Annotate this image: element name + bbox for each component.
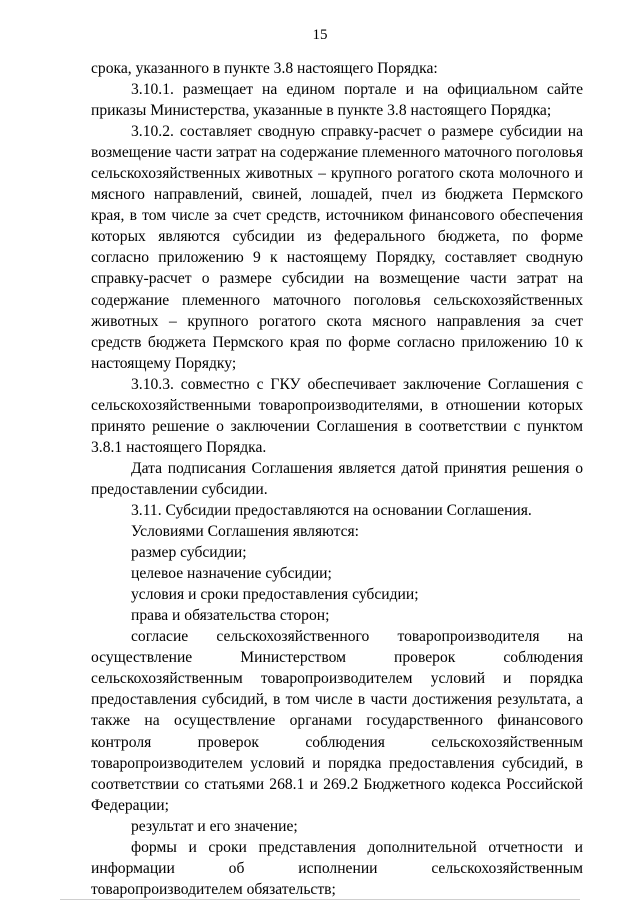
paragraph-continuation: срока, указанного в пункте 3.8 настоящего Порядка: [91,60,438,77]
paragraph-signing-date: Дата подписания Соглашения является датой принятия решения о предоставлении субсидии. [91,459,583,498]
list-item-purpose: целевое назначение субсидии; [131,565,332,583]
list-item-terms: условия и сроки предоставления субсидии; [131,586,419,604]
paragraph-3-10-2: 3.10.2. составляет сводную справку-расчет о размере субсидии на возмещение части затрат на содержание племенного маточного поголовья сельскохозяйственных животных – крупного рогатого скота молочного и мясного направлений, свиней, лошадей, пчел из бюджета Пермского края, в том числе за счет средств, источником финансового обеспечения которых являются субсидии из федерального бюджета, по форме согласно приложению 9 к настоящему Порядку, составляет сводную справку-расчет о размере субсидии на возмещение части затрат на содержание племенного маточного поголовья сельскохозяйственных животных – крупного рогатого скота мясного направления за счет средств бюджета Пермского края по форме согласно приложению 10 к настоящему Порядку; [91,123,583,372]
list-item-result: результат и его значение; [131,817,298,835]
paragraph-3-10-1: 3.10.1. размещает на едином портале и на официальном сайте приказы Министерства, указанные в пункте 3.8 настоящего Порядка; [91,81,583,120]
page-bottom-divider [60,899,580,900]
list-item-reporting: формы и сроки представления дополнительной отчетности и информации об исполнении сельскохозяйственным товаропроизводителем обязательств; [91,838,583,898]
list-item-rights: права и обязательства сторон; [131,607,330,625]
paragraph-3-10-3: 3.10.3. совместно с ГКУ обеспечивает заключение Соглашения с сельскохозяйственными товаропроизводителями, в отношении которых принято решение о заключении Соглашения в соответствии с пунктом 3.8.1 настоящего Порядка. [91,375,583,456]
list-item-subsidy-amount: размер субсидии; [131,544,247,562]
page-number: 15 [312,27,328,43]
paragraph-3-11: 3.11. Субсидии предоставляются на основании Соглашения. [131,501,532,519]
document-body [91,58,583,900]
list-item-consent: согласие сельскохозяйственного товаропроизводителя на осуществление Министерством проверок соблюдения сельскохозяйственным товаропроизводителем условий и порядка предоставления субсидий, в том числе в части достижения результата, а также на осуществление органами государственного финансового контроля проверок соблюдения сельскохозяйственным товаропроизводителем условий и порядка предоставления субсидий, в соответствии со статьями 268.1 и 269.2 Бюджетного кодекса Российской Федерации; [91,628,583,814]
paragraph-conditions-heading: Условиями Соглашения являются: [131,523,360,541]
